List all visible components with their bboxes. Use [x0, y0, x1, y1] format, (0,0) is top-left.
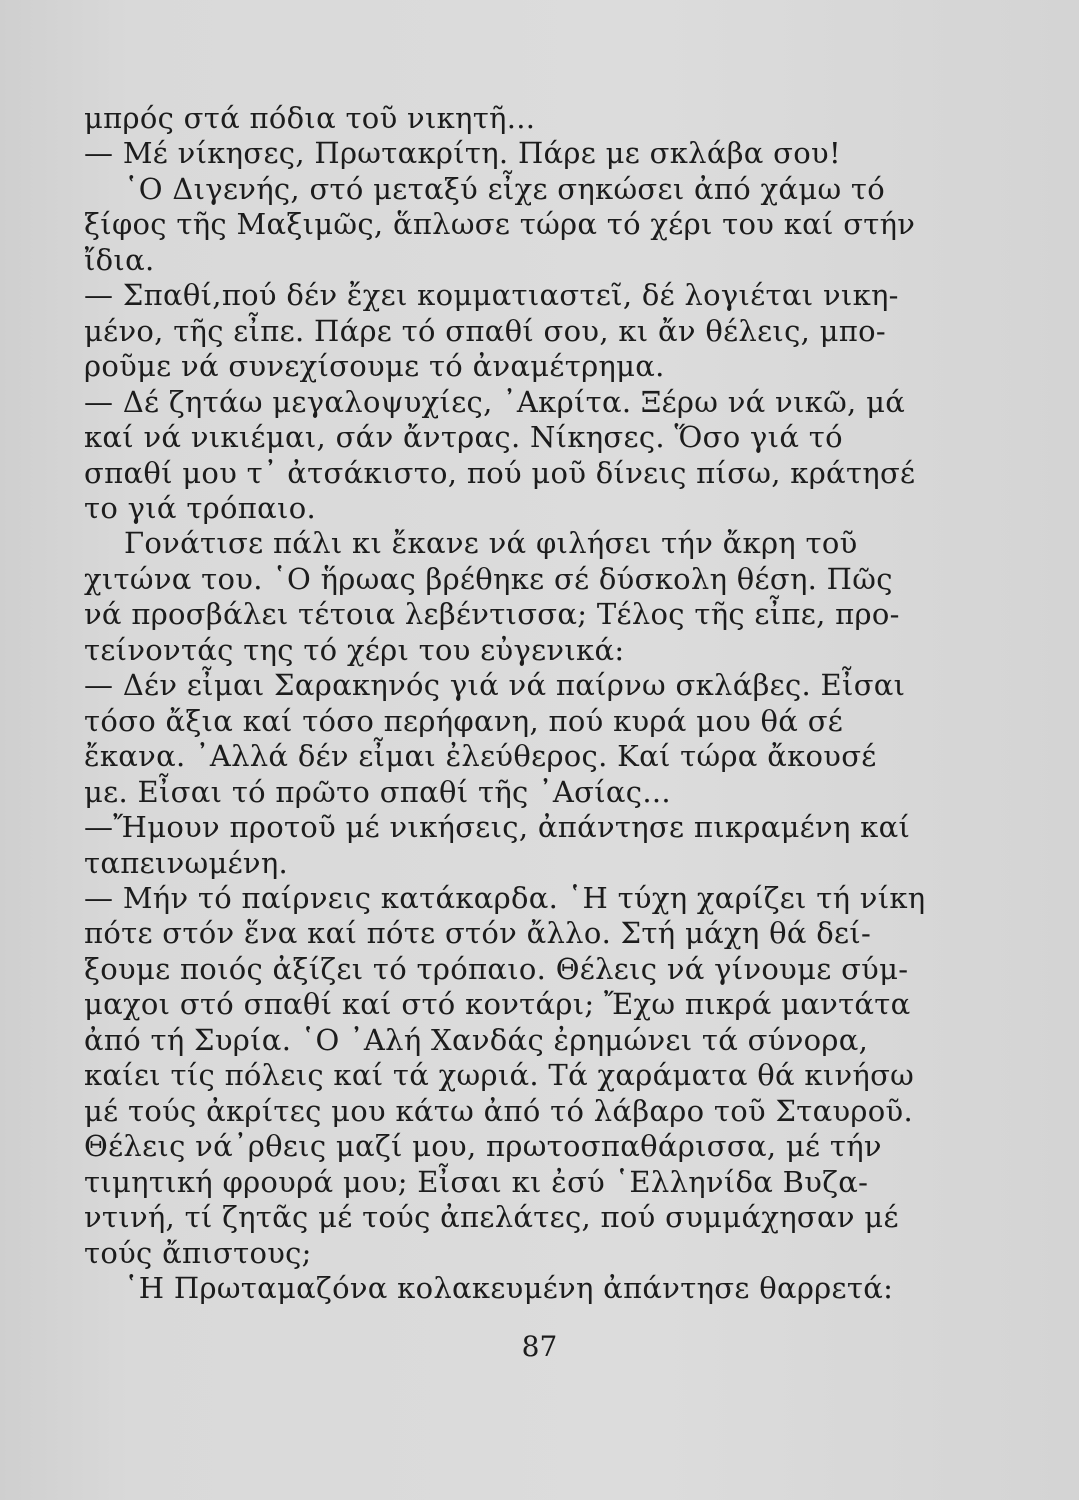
- text-line: τούς ἄπιστους;: [84, 1235, 312, 1270]
- text-line: ῾Ο Διγενής, στό μεταξύ εἶχε σηκώσει ἀπό χάμω τό: [124, 171, 886, 206]
- text-line: τόσο ἄξια καί τόσο περήφανη, πού κυρά μου θά σέ: [84, 703, 844, 738]
- text-line: ἀπό τή Συρία. ῾Ο ᾿Αλή Χανδάς ἐρημώνει τά σύνορα,: [84, 1022, 869, 1057]
- text-line: — Δέν εἶμαι Σαρακηνός γιά νά παίρνω σκλάβες. Εἶσαι: [84, 668, 906, 703]
- text-line: ῾Η Πρωταμαζόνα κολακευμένη ἀπάντησε θαρρετά:: [124, 1270, 894, 1305]
- text-line: νά προσβάλει τέτοια λεβέντισσα; Τέλος τῆς εἶπε, προ-: [84, 597, 900, 632]
- text-line: χιτώνα του. ῾Ο ἥρωας βρέθηκε σέ δύσκολη θέση. Πῶς: [84, 561, 893, 596]
- text-line: ντινή, τί ζητᾶς μέ τούς ἀπελάτες, πού συμμάχησαν μέ: [84, 1200, 899, 1235]
- text-line: σπαθί μου τ᾿ ἀτσάκιστο, πού μοῦ δίνεις πίσω, κράτησέ: [84, 455, 916, 490]
- text-line: ξουμε ποιός ἀξίζει τό τρόπαιο. Θέλεις νά γίνουμε σύμ-: [84, 951, 909, 986]
- text-line: καίει τίς πόλεις καί τά χωριά. Τά χαράματα θά κινήσω: [84, 1058, 915, 1093]
- text-line: με. Εἶσαι τό πρῶτο σπαθί τῆς ᾿Ασίας...: [84, 774, 671, 809]
- text-line: ταπεινωμένη.: [84, 845, 289, 880]
- text-line: μέ τούς ἀκρίτες μου κάτω ἀπό τό λάβαρο τοῦ Σταυροῦ.: [84, 1093, 913, 1128]
- text-line: —Ἤμουν προτοῦ μέ νικήσεις, ἀπάντησε πικραμένη καί: [84, 810, 911, 845]
- text-line: τείνοντάς της τό χέρι του εὐγενικά:: [84, 632, 625, 667]
- text-line: ξίφος τῆς Μαξιμῶς, ἅπλωσε τώρα τό χέρι του καί στήν: [84, 207, 916, 242]
- text-line: μπρός στά πόδια τοῦ νικητῆ...: [84, 101, 536, 135]
- text-line: ἔκανα. ᾿Αλλά δέν εἶμαι ἐλεύθερος. Καί τώρα ἄκουσέ: [84, 739, 877, 774]
- text-line: Θέλεις νά᾿ρθεις μαζί μου, πρωτοσπαθάρισσα, μέ τήν: [84, 1129, 882, 1164]
- text-line: πότε στόν ἕνα καί πότε στόν ἄλλο. Στή μάχη θά δεί-: [84, 916, 872, 951]
- text-line: μένο, τῆς εἶπε. Πάρε τό σπαθί σου, κι ἄν θέλεις, μπο-: [84, 313, 887, 348]
- text-line: καί νά νικιέμαι, σάν ἄντρας. Νίκησες. Ὅσο γιά τό: [84, 420, 843, 455]
- text-line: Γονάτισε πάλι κι ἔκανε νά φιλήσει τήν ἄκρη τοῦ: [124, 526, 858, 561]
- page-number: 87: [521, 1330, 558, 1363]
- text-line: τιμητική φρουρά μου; Εἶσαι κι ἐσύ ῾Ελληνίδα Βυζα-: [84, 1164, 869, 1199]
- text-line: μαχοι στό σπαθί καί στό κοντάρι; Ἔχω πικρά μαντάτα: [84, 987, 911, 1022]
- body-text: [84, 101, 926, 1306]
- text-line: το γιά τρόπαιο.: [84, 490, 316, 525]
- text-line: ἴδια.: [84, 242, 155, 277]
- text-line: — Μήν τό παίρνεις κατάκαρδα. ῾Η τύχη χαρίζει τή νίκη: [84, 880, 926, 915]
- text-line: — Σπαθί,πού δέν ἔχει κομματιαστεῖ, δέ λογιέται νικη-: [84, 278, 899, 313]
- text-line: — Δέ ζητάω μεγαλοψυχίες, ᾿Ακρίτα. Ξέρω νά νικῶ, μά: [84, 384, 906, 419]
- text-line: — Μέ νίκησες, Πρωτακρίτη. Πάρε με σκλάβα σου!: [84, 136, 841, 171]
- text-line: ροῦμε νά συνεχίσουμε τό ἀναμέτρημα.: [84, 349, 665, 384]
